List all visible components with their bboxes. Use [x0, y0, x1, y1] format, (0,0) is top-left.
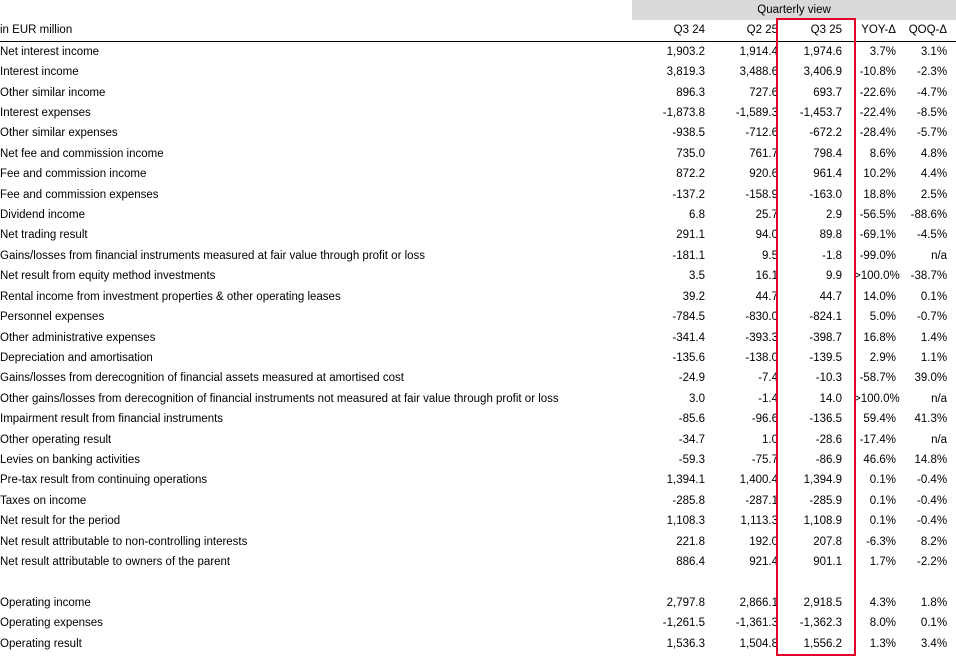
cell-yoy-delta: -58.7%: [859, 372, 896, 385]
cell-q2-25: 1,113.3: [740, 515, 778, 528]
cell-q3-25: -86.9: [815, 453, 842, 466]
spacer-cell: [705, 572, 778, 592]
cell-qoq-delta: -2.2%: [917, 555, 948, 568]
spacer-cell: [778, 572, 854, 592]
cell-q2-25: -712.6: [745, 127, 778, 140]
cell-q3-25: 1,108.9: [803, 515, 842, 528]
cell-yoy-delta: >100.0%: [854, 270, 900, 283]
cell-q3-24: -938.5: [672, 127, 705, 140]
cell-q2-25: 1,504.8: [739, 637, 778, 650]
table-row: [0, 409, 956, 429]
column-header-q3-25: Q3 25: [778, 20, 854, 41]
row-label: Net result from equity method investments: [0, 270, 216, 283]
cell-q3-24: 1,903.2: [666, 45, 705, 58]
cell-q2-25: 1.0: [762, 433, 778, 446]
cell-q3-24: -1,261.5: [662, 617, 705, 630]
cell-yoy-delta: -17.4%: [859, 433, 896, 446]
cell-qoq-delta: -88.6%: [910, 209, 948, 222]
cell-q3-24: 3.5: [689, 270, 705, 283]
table-row: [0, 348, 956, 368]
cell-q3-25: -285.9: [809, 494, 842, 507]
cell-qoq-delta: -0.4%: [917, 494, 948, 507]
cell-yoy-delta: 8.0%: [869, 617, 896, 630]
cell-yoy-delta: -99.0%: [859, 249, 896, 262]
cell-qoq-delta: 41.3%: [914, 413, 948, 426]
cell-q2-25: 16.1: [755, 270, 778, 283]
cell-yoy-delta: 4.3%: [869, 596, 896, 609]
cell-q2-25: -1.4: [758, 392, 778, 405]
row-label: Gains/losses from derecognition of financial assets measured at amortised cost: [0, 372, 404, 385]
column-header-row: [0, 20, 956, 41]
row-label: Pre-tax result from continuing operations: [0, 474, 208, 487]
cell-q3-25: 1,394.9: [803, 474, 842, 487]
table-spacer-row: [0, 572, 956, 592]
row-label: Levies on banking activities: [0, 453, 140, 466]
cell-q2-25: 1,914.4: [739, 45, 778, 58]
cell-q3-25: -1,453.7: [799, 107, 842, 120]
row-label: Net interest income: [0, 45, 100, 58]
cell-q3-24: -135.6: [672, 351, 705, 364]
table-row: [0, 287, 956, 307]
cell-qoq-delta: 4.4%: [920, 168, 948, 181]
cell-qoq-delta: 4.8%: [920, 147, 948, 160]
cell-q3-25: -136.5: [809, 413, 842, 426]
cell-q2-25: 921.4: [749, 555, 778, 568]
cell-q2-25: -138.0: [745, 351, 778, 364]
cell-q2-25: -1,361.3: [735, 617, 778, 630]
cell-qoq-delta: 2.5%: [920, 188, 948, 201]
cell-qoq-delta: -8.5%: [917, 107, 948, 120]
cell-yoy-delta: 16.8%: [863, 331, 896, 344]
cell-q3-25: 207.8: [813, 535, 842, 548]
cell-q2-25: 2,866.1: [739, 596, 778, 609]
cell-yoy-delta: >100.0%: [854, 392, 900, 405]
cell-q3-25: 3,406.9: [803, 66, 842, 79]
cell-q3-24: -341.4: [672, 331, 705, 344]
cell-q3-25: 1,974.6: [803, 45, 842, 58]
cell-q3-24: -784.5: [672, 311, 705, 324]
cell-yoy-delta: -6.3%: [865, 535, 896, 548]
table-row: [0, 368, 956, 388]
cell-q3-25: 2.9: [826, 209, 842, 222]
cell-q3-24: 896.3: [676, 86, 705, 99]
cell-yoy-delta: 3.7%: [869, 45, 896, 58]
cell-q3-24: 3.0: [689, 392, 705, 405]
cell-q3-24: 39.2: [682, 290, 705, 303]
cell-yoy-delta: -69.1%: [859, 229, 896, 242]
quarterly-view-label: Quarterly view: [632, 0, 956, 20]
row-label: Operating expenses: [0, 617, 103, 630]
cell-q2-25: 761.7: [749, 147, 778, 160]
cell-q3-24: -24.9: [678, 372, 705, 385]
cell-q2-25: -75.7: [751, 453, 778, 466]
cell-q2-25: 727.6: [749, 86, 778, 99]
cell-q2-25: 192.0: [749, 535, 778, 548]
row-label: Operating result: [0, 637, 82, 650]
row-label: Fee and commission income: [0, 168, 147, 181]
cell-q3-25: 693.7: [813, 86, 842, 99]
row-label: Net result attributable to owners of the parent: [0, 555, 231, 568]
cell-qoq-delta: -5.7%: [917, 127, 948, 140]
row-label: Net fee and commission income: [0, 147, 164, 160]
cell-q2-25: 3,488.6: [739, 66, 778, 79]
cell-q3-24: 1,108.3: [666, 515, 705, 528]
cell-q3-25: 798.4: [813, 147, 842, 160]
row-label: Other operating result: [0, 433, 112, 446]
cell-q2-25: 25.7: [755, 209, 778, 222]
row-label: Dividend income: [0, 209, 86, 222]
cell-q3-24: -181.1: [672, 249, 705, 262]
column-header-q2-25: Q2 25: [705, 20, 778, 41]
quarterly-view-band-row: [0, 0, 956, 20]
cell-q2-25: 94.0: [755, 229, 778, 242]
cell-yoy-delta: 59.4%: [863, 413, 896, 426]
row-label: Personnel expenses: [0, 311, 105, 324]
cell-q3-25: -163.0: [809, 188, 842, 201]
cell-yoy-delta: 1.7%: [869, 555, 896, 568]
table-row: [0, 225, 956, 245]
cell-qoq-delta: n/a: [931, 249, 948, 262]
table-row: [0, 613, 956, 633]
row-label: Impairment result from financial instruments: [0, 413, 224, 426]
cell-qoq-delta: 8.2%: [920, 535, 948, 548]
cell-q3-24: 1,394.1: [666, 474, 705, 487]
table-row: [0, 307, 956, 327]
table-row: [0, 430, 956, 450]
cell-q2-25: -7.4: [758, 372, 778, 385]
spacer-cell: [905, 572, 956, 592]
cell-yoy-delta: 0.1%: [869, 494, 896, 507]
cell-q2-25: 920.6: [749, 168, 778, 181]
cell-q3-25: -672.2: [809, 127, 842, 140]
cell-q3-24: -34.7: [678, 433, 705, 446]
cell-q2-25: -287.1: [745, 494, 778, 507]
cell-qoq-delta: -2.3%: [917, 66, 948, 79]
row-label: Net trading result: [0, 229, 88, 242]
cell-qoq-delta: 3.1%: [920, 45, 948, 58]
cell-q3-25: -10.3: [815, 372, 842, 385]
cell-qoq-delta: 14.8%: [914, 453, 948, 466]
band-empty-cell: [0, 0, 632, 20]
cell-yoy-delta: 46.6%: [863, 453, 896, 466]
table-row: [0, 552, 956, 572]
cell-qoq-delta: -0.4%: [917, 474, 948, 487]
row-label: Other gains/losses from derecognition of financial instruments not measured at fair value through profit or loss: [0, 392, 559, 405]
cell-q3-24: 1,536.3: [666, 637, 705, 650]
table-row: [0, 103, 956, 123]
cell-q3-25: -824.1: [809, 311, 842, 324]
cell-qoq-delta: 1.4%: [920, 331, 948, 344]
cell-qoq-delta: -38.7%: [910, 270, 948, 283]
row-label: Rental income from investment properties & other operating leases: [0, 290, 341, 303]
table-row: [0, 593, 956, 613]
cell-q3-24: -285.8: [672, 494, 705, 507]
cell-qoq-delta: 0.1%: [920, 617, 948, 630]
table-row: [0, 470, 956, 490]
cell-q3-24: 221.8: [676, 535, 705, 548]
cell-q3-25: -139.5: [809, 351, 842, 364]
cell-yoy-delta: 1.3%: [869, 637, 896, 650]
table-row: [0, 634, 956, 654]
cell-q3-24: 2,797.8: [666, 596, 705, 609]
cell-qoq-delta: 1.1%: [920, 351, 948, 364]
cell-yoy-delta: 8.6%: [869, 147, 896, 160]
cell-yoy-delta: -10.8%: [859, 66, 896, 79]
row-label: Fee and commission expenses: [0, 188, 159, 201]
column-header-yoy-delta: YOY-Δ: [854, 20, 905, 41]
spacer-cell: [632, 572, 705, 592]
cell-q3-25: 44.7: [819, 290, 842, 303]
cell-q2-25: -393.3: [745, 331, 778, 344]
table-row: [0, 41, 956, 62]
cell-q3-24: -1,873.8: [662, 107, 705, 120]
cell-q3-25: 9.9: [826, 270, 842, 283]
cell-q3-25: -1,362.3: [799, 617, 842, 630]
cell-q3-25: 1,556.2: [803, 637, 842, 650]
cell-qoq-delta: 39.0%: [914, 372, 948, 385]
cell-yoy-delta: -22.4%: [859, 107, 896, 120]
row-label: Gains/losses from financial instruments measured at fair value through profit or loss: [0, 249, 426, 262]
cell-qoq-delta: -0.4%: [917, 515, 948, 528]
row-label: Taxes on income: [0, 494, 87, 507]
cell-q3-24: 291.1: [676, 229, 705, 242]
column-header-qoq-delta: QOQ-Δ: [905, 20, 956, 41]
cell-yoy-delta: 14.0%: [863, 290, 896, 303]
table-row: [0, 532, 956, 552]
cell-q3-24: 735.0: [676, 147, 705, 160]
table-row: [0, 511, 956, 531]
cell-yoy-delta: -56.5%: [859, 209, 896, 222]
cell-q3-24: -59.3: [678, 453, 705, 466]
cell-q3-24: 3,819.3: [666, 66, 705, 79]
spacer-cell: [0, 572, 632, 592]
cell-yoy-delta: 10.2%: [863, 168, 896, 181]
table-row: [0, 123, 956, 143]
cell-yoy-delta: 0.1%: [869, 515, 896, 528]
cell-q3-25: 901.1: [813, 555, 842, 568]
cell-q3-24: -137.2: [672, 188, 705, 201]
cell-qoq-delta: n/a: [931, 392, 948, 405]
cell-yoy-delta: 0.1%: [869, 474, 896, 487]
cell-q3-25: 14.0: [819, 392, 842, 405]
cell-yoy-delta: 5.0%: [869, 311, 896, 324]
table-row: [0, 144, 956, 164]
table-row: [0, 83, 956, 103]
cell-qoq-delta: 1.8%: [920, 596, 948, 609]
row-label: Other similar expenses: [0, 127, 118, 140]
cell-q3-24: 6.8: [689, 209, 705, 222]
row-label: Interest expenses: [0, 107, 91, 120]
row-label: Other similar income: [0, 86, 106, 99]
cell-q2-25: -830.0: [745, 311, 778, 324]
table-row: [0, 328, 956, 348]
cell-q2-25: 9.5: [762, 249, 778, 262]
cell-q2-25: 44.7: [755, 290, 778, 303]
unit-label: in EUR million: [0, 20, 632, 41]
row-label: Depreciation and amortisation: [0, 351, 153, 364]
spacer-cell: [854, 572, 905, 592]
row-label: Other administrative expenses: [0, 331, 156, 344]
table-row: [0, 62, 956, 82]
cell-q2-25: 1,400.4: [739, 474, 778, 487]
cell-yoy-delta: -22.6%: [859, 86, 896, 99]
table-row: [0, 164, 956, 184]
cell-q3-25: 961.4: [813, 168, 842, 181]
row-label: Net result attributable to non-controlling interests: [0, 535, 248, 548]
column-header-q3-24: Q3 24: [632, 20, 705, 41]
cell-yoy-delta: -28.4%: [859, 127, 896, 140]
cell-qoq-delta: 3.4%: [920, 637, 948, 650]
cell-q3-25: 2,918.5: [803, 596, 842, 609]
cell-qoq-delta: -0.7%: [917, 311, 948, 324]
row-label: Net result for the period: [0, 515, 121, 528]
cell-qoq-delta: 0.1%: [920, 290, 948, 303]
cell-q2-25: -1,589.3: [735, 107, 778, 120]
table-row: [0, 205, 956, 225]
cell-q2-25: -96.6: [751, 413, 778, 426]
cell-q3-24: 872.2: [676, 168, 705, 181]
table-row: [0, 450, 956, 470]
cell-q2-25: -158.9: [745, 188, 778, 201]
row-label: Operating income: [0, 596, 91, 609]
table-row: [0, 389, 956, 409]
cell-q3-24: -85.6: [678, 413, 705, 426]
cell-q3-25: 89.8: [819, 229, 842, 242]
table-row: [0, 491, 956, 511]
cell-q3-25: -28.6: [815, 433, 842, 446]
cell-q3-24: 886.4: [676, 555, 705, 568]
row-label: Interest income: [0, 66, 79, 79]
table-row: [0, 266, 956, 286]
cell-yoy-delta: 18.8%: [863, 188, 896, 201]
table-row: [0, 246, 956, 266]
cell-qoq-delta: -4.5%: [917, 229, 948, 242]
cell-q3-25: -1.8: [822, 249, 842, 262]
cell-qoq-delta: -4.7%: [917, 86, 948, 99]
cell-yoy-delta: 2.9%: [869, 351, 896, 364]
cell-q3-25: -398.7: [809, 331, 842, 344]
table-row: [0, 185, 956, 205]
cell-qoq-delta: n/a: [931, 433, 948, 446]
